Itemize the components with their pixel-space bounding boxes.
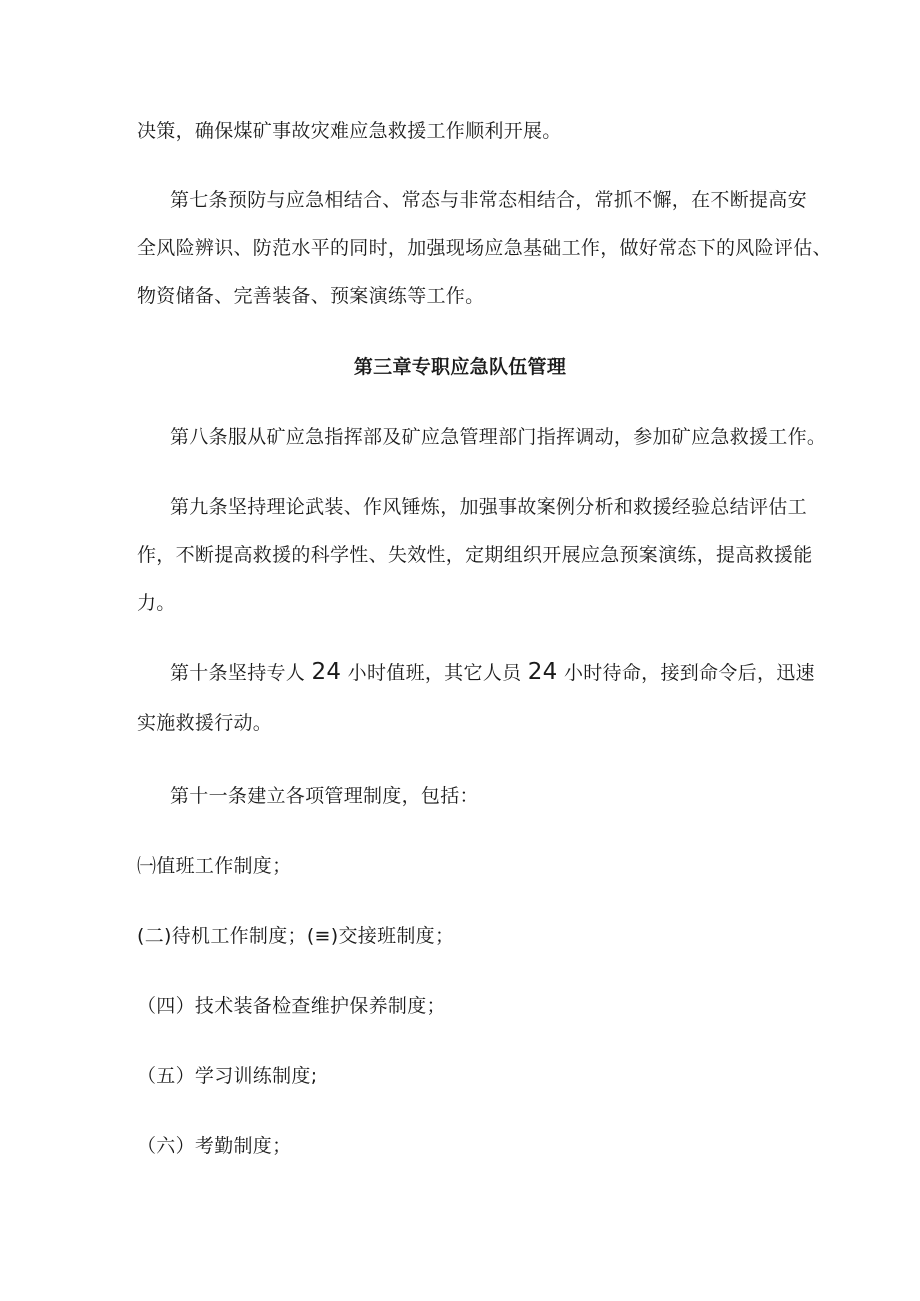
- article-7-line: 全风险辨识、防范水平的同时，加强现场应急基础工作，做好常态下的风险评估、: [137, 237, 832, 259]
- list-item: （四）技术装备检查维护保养制度；: [137, 995, 446, 1017]
- article-10-line: [170, 660, 815, 685]
- article-9-line: 力。: [137, 592, 176, 614]
- article-10-text: 小时待命，接到命令后，迅速: [563, 662, 815, 684]
- article-11-line: 第十一条建立各项管理制度，包括：: [170, 785, 479, 807]
- list-item: (二)待机工作制度；(≡)交接班制度；: [137, 925, 455, 947]
- list-item: （六）考勤制度；: [137, 1135, 292, 1157]
- article-8-line: 第八条服从矿应急指挥部及矿应急管理部门指挥调动，参加矿应急救援工作。: [170, 426, 827, 448]
- article-10-text: 小时值班，其它人员: [347, 662, 522, 684]
- chapter-3-title: 第三章专职应急队伍管理: [353, 356, 567, 378]
- article-7-line: 第七条预防与应急相结合、常态与非常态相结合，常抓不懈，在不断提高安: [170, 189, 807, 211]
- article-9-line: 第九条坚持理论武装、作风锤炼，加强事故案例分析和救援经验总结评估工: [170, 496, 807, 518]
- article-10-line: 实施救援行动。: [137, 712, 273, 734]
- article-9-line: 作，不断提高救援的科学性、失效性，定期组织开展应急预案演练，提高救援能: [137, 544, 813, 566]
- article-7-line: 物资储备、完善装备、预案演练等工作。: [137, 285, 485, 307]
- list-item: （五）学习训练制度;: [137, 1065, 318, 1087]
- article-10-text: 第十条坚持专人: [170, 662, 306, 684]
- hours-number: 24: [527, 659, 558, 685]
- hours-number: 24: [311, 659, 342, 685]
- paragraph-line: 决策，确保煤矿事故灾难应急救援工作顺利开展。: [137, 120, 562, 142]
- list-item: ㈠值班工作制度；: [137, 855, 292, 877]
